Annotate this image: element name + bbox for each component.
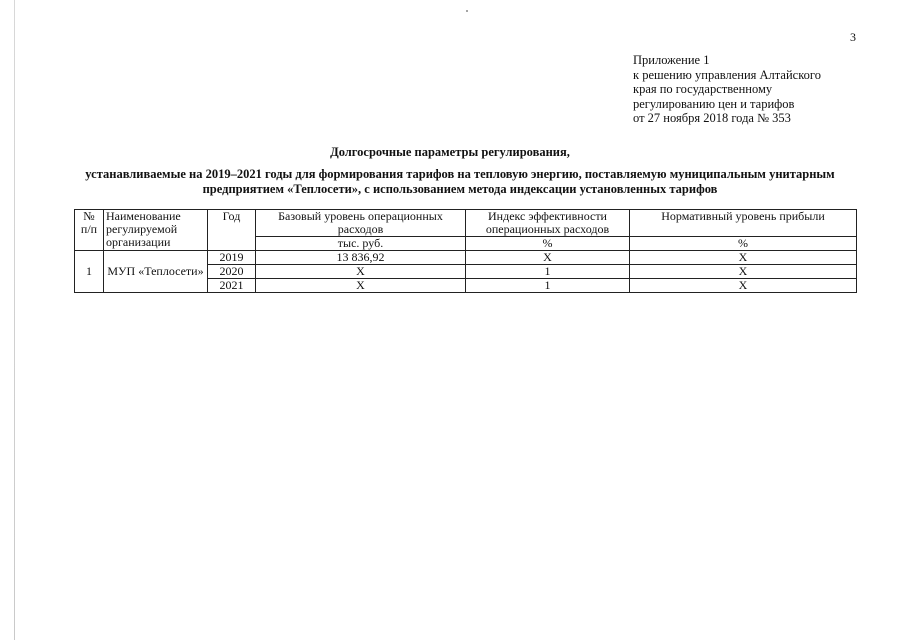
unit-index: % <box>466 237 630 251</box>
row-index: Х <box>466 251 630 265</box>
row-profit: Х <box>630 251 857 265</box>
row-profit: Х <box>630 265 857 279</box>
table-header-row <box>75 210 857 237</box>
subtitle-line-1: устанавливаемые на 2019–2021 годы для формирования тарифов на тепловую энергию, поставляемую муниципальным унитарным <box>85 167 835 181</box>
row-year: 2020 <box>208 265 256 279</box>
row-base: Х <box>256 265 466 279</box>
page-edge <box>14 0 15 640</box>
header-year: Год <box>208 210 256 251</box>
page-number: 3 <box>850 30 856 44</box>
row-year: 2019 <box>208 251 256 265</box>
row-index: 1 <box>466 265 630 279</box>
org-name: МУП «Теплосети» <box>104 251 208 293</box>
row-year: 2021 <box>208 279 256 293</box>
header-base: Базовый уровень операционных расходов <box>256 210 466 237</box>
org-number: 1 <box>75 251 104 293</box>
row-base: Х <box>256 279 466 293</box>
header-profit: Нормативный уровень прибыли <box>630 210 857 237</box>
appendix-note <box>633 53 821 126</box>
scan-speck <box>466 10 468 12</box>
document-subtitle <box>60 167 860 196</box>
header-num: № п/п <box>75 210 104 251</box>
subtitle-line-2: предприятием «Теплосети», с использованием метода индексации установленных тарифов <box>202 181 718 196</box>
row-index: 1 <box>466 279 630 293</box>
row-profit: Х <box>630 279 857 293</box>
appendix-line: Приложение 1 <box>633 53 710 67</box>
header-index: Индекс эффективности операционных расходов <box>466 210 630 237</box>
document-title: Долгосрочные параметры регулирования, <box>330 145 570 159</box>
appendix-line: регулированию цен и тарифов <box>633 96 795 111</box>
unit-profit: % <box>630 237 857 251</box>
row-base: 13 836,92 <box>256 251 466 265</box>
appendix-line: к решению управления Алтайского <box>633 67 821 82</box>
header-org: Наименование регулируемой организации <box>104 210 208 251</box>
table-row <box>75 251 857 265</box>
parameters-table <box>74 209 857 293</box>
appendix-line: от 27 ноября 2018 года № 353 <box>633 111 791 126</box>
appendix-line: края по государственному <box>633 82 773 97</box>
unit-base: тыс. руб. <box>256 237 466 251</box>
